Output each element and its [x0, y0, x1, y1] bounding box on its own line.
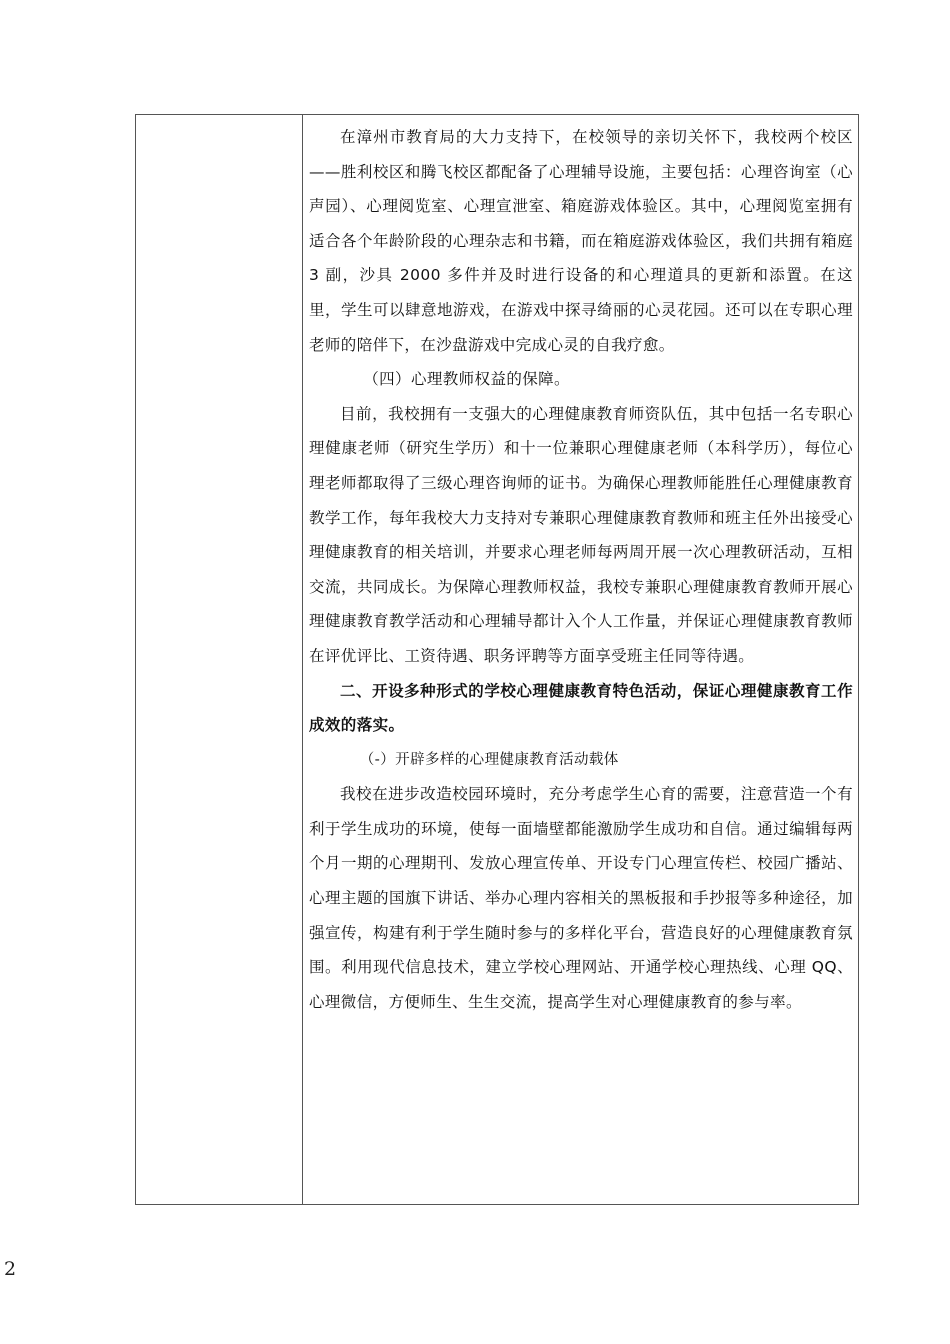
- table-left-cell: [136, 115, 303, 1204]
- section-heading-activities: 二、开设多种形式的学校心理健康教育特色活动，保证心理健康教育工作成效的落实。: [309, 681, 853, 735]
- subsection-heading-carriers: （-）开辟多样的心理健康教育活动载体: [359, 751, 619, 768]
- section-heading-teacher-rights: （四）心理教师权益的保障。: [363, 370, 570, 389]
- paragraph-campus-environment: 我校在进步改造校园环境时，充分考虑学生心育的需要，注意营造一个有利于学生成功的环境，使每一面墙壁都能激励学生成功和自信。通过编辑每两个月一期的心理期刊、发放心理宣传单、开设专门心理宣传栏、校园广播站、心理主题的国旗下讲话、举办心理内容相关的黑板报和手抄报等多种途径，加强宣传，构建有利于学生随时参与的多样化平台，营造良好的心理健康教育氛围。利用现代信息技术，建立学校心理网站、开通学校心理热线、心理 QQ、心理微信，方便师生、生生交流，提高学生对心理健康教育的参与率。: [309, 785, 853, 1011]
- paragraph-teacher-team: 目前，我校拥有一支强大的心理健康教育师资队伍，其中包括一名专职心理健康老师（研究生学历）和十一位兼职心理健康老师（本科学历），每位心理老师都取得了三级心理咨询师的证书。为确保心理教师能胜任心理健康教育教学工作，每年我校大力支持对专兼职心理健康教育教师和班主任外出接受心理健康教育的相关培训，并要求心理老师每两周开展一次心理教研活动，互相交流，共同成长。为保障心理教师权益，我校专兼职心理健康教育教师开展心理健康教育教学活动和心理辅导都计入个人工作量，并保证心理健康教育教师在评优评比、工资待遇、职务评聘等方面享受班主任同等待遇。: [309, 404, 853, 665]
- page-number: 2: [4, 1258, 17, 1280]
- paragraph-facilities: 在漳州市教育局的大力支持下，在校领导的亲切关怀下，我校两个校区——胜利校区和腾飞校区都配备了心理辅导设施，主要包括：心理咨询室（心声园）、心理阅览室、心理宣泄室、箱庭游戏体验区。其中，心理阅览室拥有适合各个年龄阶段的心理杂志和书籍，而在箱庭游戏体验区，我们共拥有箱庭 3 副，沙具 2000 多件并及时进行设备的和心理道具的更新和添置。在这里，学生可以肆意地游戏，在游戏中探寻绮丽的心灵花园。还可以在专职心理老师的陪伴下，在沙盘游戏中完成心灵的自我疗愈。: [309, 128, 853, 354]
- table-content-cell: [303, 115, 858, 1204]
- document-table: [135, 114, 859, 1205]
